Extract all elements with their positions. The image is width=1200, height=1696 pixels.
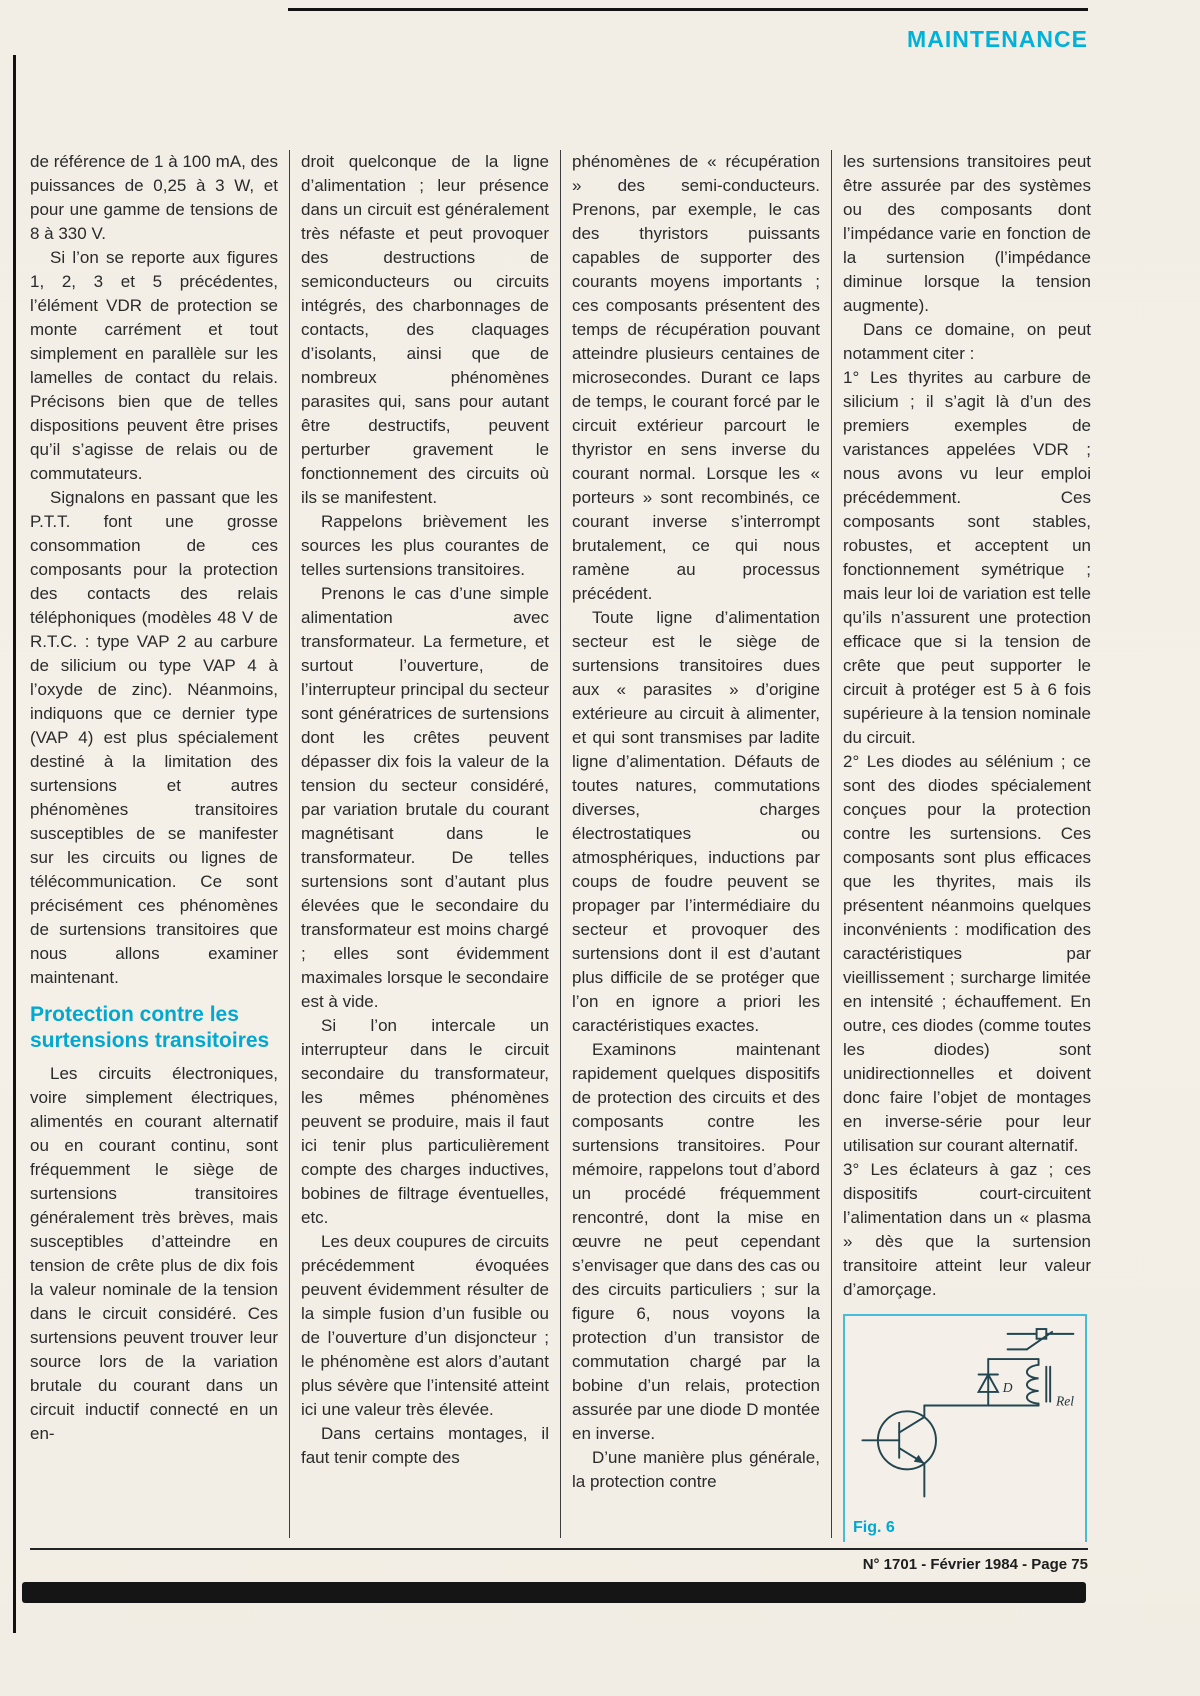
top-rule — [288, 8, 1088, 11]
paragraph: 3° Les éclateurs à gaz ; ces dispositifs court-circuitent l’alimentation dans un « plasma » dès que la surtension transitoire atteint leur valeur d’amorçage. — [843, 1160, 1091, 1299]
paragraph: Prenons le cas d’une simple alimentation avec transformateur. La fermeture, et surtout l’ouverture, de l’interrupteur principal du secteur sont génératrices de surtensions dont les crêtes peuvent dépasser dix fois la valeur de la tension du secteur considéré, par variation brutale du courant magnétisant dans le transformateur. De telles surtensions sont d’autant plus élevées que le secondaire du transformateur est moins chargé ; elles sont évidemment maximales lorsque le secondaire est à vide. — [301, 584, 549, 1011]
footer-rule — [30, 1548, 1088, 1550]
paragraph: 1° Les thyrites au carbure de silicium ; il s’agit là d’un des premiers exemples de varistances appelées VDR ; nous avons vu leur emploi précédemment. Ces composants sont stables, robustes, et acceptent un fonctionnement symétrique ; mais leur loi de variation est telle qu’ils n’assurent une protection efficace que si la tension de crête que peut supporter le circuit à protéger est 5 à 6 fois supérieure à la tension nominale du circuit. — [843, 368, 1091, 747]
column-4 — [843, 150, 1091, 1542]
column-1 — [30, 150, 278, 1542]
column-3 — [572, 150, 820, 1542]
paragraph: Si l’on intercale un interrupteur dans le circuit secondaire du transformateur, les mêmes phénomènes peuvent se produire, mais il faut ici tenir plus particulièrement compte des charges inductives, bobines de filtrage éventuelles, etc. — [301, 1016, 549, 1227]
column-divider — [289, 150, 290, 1538]
column-divider — [560, 150, 561, 1538]
paragraph: Les deux coupures de circuits précédemment évoquées peuvent évidemment résulter de la simple fusion d’un fusible ou de l’ouverture d’un disjoncteur ; le phénomène est alors d’autant plus sévère que l’intensité atteint ici une valeur très élevée. — [301, 1232, 549, 1419]
figure-caption: Fig. 6 — [853, 1519, 895, 1536]
relay-contact-icon — [1008, 1329, 1074, 1349]
diode-icon — [979, 1359, 998, 1405]
column-2 — [301, 150, 549, 1542]
relay-label: Rel — [1055, 1393, 1074, 1409]
paragraph: D’une manière plus générale, la protection contre — [572, 1448, 820, 1491]
article-body — [30, 150, 1092, 1542]
paragraph: phénomènes de « récupération » des semi-conducteurs. Prenons, par exemple, le cas des thyristors puissants capables de supporter des courants moyens importants ; ces composants présentent des temps de récupération pouvant atteindre plusieurs centaines de microsecondes. Durant ce laps de temps, le courant forcé par le circuit extérieur parcourt le thyristor en sens inverse du courant normal. Lorsque les « porteurs » sont recombinés, ce courant inverse s’interrompt brutalement, ce qui nous ramène au processus précédent. — [572, 152, 820, 603]
paragraph: Dans certains montages, il faut tenir compte des — [301, 1424, 549, 1467]
paragraph: Examinons maintenant rapidement quelques dispositifs de protection des circuits et des composants contre les surtensions transitoires. Pour mémoire, rappelons tout d’abord un procédé fréquemment rencontré, dont la mise en œuvre ne peut cependant s’envisager que dans des cas ou des circuits particuliers ; sur la figure 6, nous voyons la protection d’un transistor de commutation chargé par la bobine d’un relais, protection assurée par une diode D montée en inverse. — [572, 1040, 820, 1443]
bottom-bar — [22, 1582, 1086, 1603]
footer-issue-info: N° 1701 - Février 1984 - Page 75 — [862, 1556, 1088, 1573]
paragraph: Dans ce domaine, on peut notamment citer : — [843, 320, 1091, 363]
paragraph: droit quelconque de la ligne d’alimentation ; leur présence dans un circuit est généralement très néfaste et peut provoquer des destructions de semiconducteurs ou circuits intégrés, des charbonnages de contacts, des claquages d’isolants, ainsi que de nombreux phénomènes parasites qui, sans pour autant être destructifs, peuvent perturber gravement le fonctionnement des circuits où ils se manifestent. — [301, 152, 549, 507]
paragraph: Les circuits électroniques, voire simplement électriques, alimentés en courant alternatif ou en courant continu, sont fréquemment le siège de surtensions transitoires généralement très brèves, mais susceptibles d’atteindre en tension de crête plus de dix fois la valeur nominale de la tension dans le circuit considéré. Ces surtensions peuvent trouver leur source lors de la variation brutale du courant dans un circuit inductif connecté en un en- — [30, 1064, 278, 1443]
paragraph: Rappelons brièvement les sources les plus courantes de telles surtensions transitoires. — [301, 512, 549, 579]
relay-coil-icon — [1027, 1359, 1050, 1405]
figure-6 — [843, 1314, 1087, 1542]
paragraph: Si l’on se reporte aux figures 1, 2, 3 et 5 précédentes, l’élément VDR de protection se monte carrément et tout simplement en parallèle sur les lamelles de contact du relais. Précisons bien que de telles dispositions peuvent être prises qu’il s’agisse de relais ou de commutateurs. — [30, 248, 278, 483]
transistor-icon — [862, 1405, 936, 1496]
paragraph: 2° Les diodes au sélénium ; ce sont des diodes spécialement conçues pour la protection contre les surtensions. Ces composants sont plus efficaces que les thyrites, mais ils présentent néanmoins quelques inconvénients : modification des caractéristiques par vieillissement ; surcharge limitée en intensité ; échauffement. En outre, ces diodes (comme toutes les diodes) sont unidirectionnelles et doivent donc faire l’objet de montages en inverse-série pour leur utilisation sur courant alternatif. — [843, 752, 1091, 1155]
diode-label: D — [1002, 1379, 1013, 1395]
left-edge-rule — [13, 55, 16, 1633]
paragraph: Signalons en passant que les P.T.T. font une grosse consommation de ces composants pour la protection des contacts des relais téléphoniques (modèles 48 V de R.T.C. : type VAP 2 au carbure de silicium ou type VAP 4 à l’oxyde de zinc). Néanmoins, indiquons que ce dernier type (VAP 4) est plus spécialement destiné à la limitation des surtensions et autres phénomènes transitoires susceptibles de se manifester sur les circuits ou lignes de télécommunication. Ce sont précisément ces phénomènes de surtensions transitoires que nous allons examiner maintenant. — [30, 488, 278, 987]
paragraph: de référence de 1 à 100 mA, des puissances de 0,25 à 3 W, et pour une gamme de tensions de 8 à 330 V. — [30, 152, 278, 243]
paragraph: les surtensions transitoires peut être assurée par des systèmes ou des composants dont l’impédance varie en fonction de la surtension (l’impédance diminue lorsque la tension augmente). — [843, 152, 1091, 315]
section-title: MAINTENANCE — [907, 26, 1088, 52]
paragraph: Toute ligne d’alimentation secteur est le siège de surtensions transitoires dues aux « parasites » d’origine extérieure au circuit à alimenter, et qui sont transmises par ladite ligne d’alimentation. Défauts de toutes natures, commutations diverses, charges électrostatiques ou atmosphériques, inductions par coups de foudre peuvent se propager par l’intermédiaire du secteur et provoquer des surtensions dont il est d’autant plus difficile de se protéger que l’on en ignore a priori les caractéristiques exactes. — [572, 608, 820, 1035]
circuit-diagram — [845, 1320, 1085, 1520]
section-heading: Protection contre les surtensions transitoires — [30, 1003, 270, 1052]
column-divider — [831, 150, 832, 1538]
